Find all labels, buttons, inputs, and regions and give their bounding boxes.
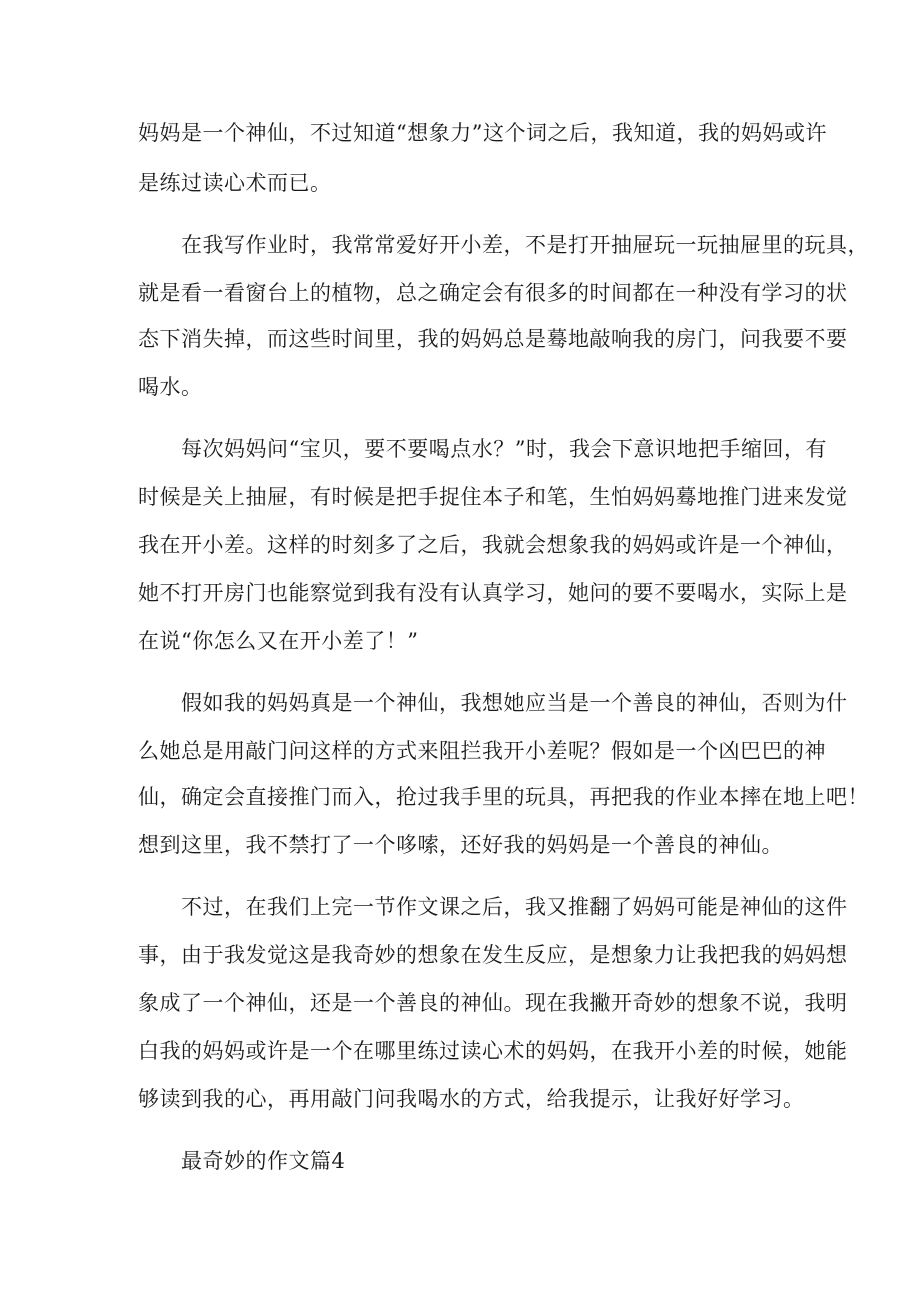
paragraph-4-line-1: 假如我的妈妈真是一个神仙，我想她应当是一个善良的神仙，否则为什 [181, 691, 848, 715]
paragraph-5-line-4: 白我的妈妈或许是一个在哪里练过读心术的妈妈，在我开小差的时候，她能 [138, 1039, 848, 1063]
paragraph-3-line-2: 时候是关上抽屉，有时候是把手捉住本子和笔，生怕妈妈蓦地推门进来发觉 [138, 485, 848, 509]
paragraph-3-line-1: 每次妈妈问“宝贝，要不要喝点水？”时，我会下意识地把手缩回，有 [181, 437, 827, 461]
paragraph-2-line-3: 态下消失掉，而这些时间里，我的妈妈总是蓦地敲响我的房门，问我要不要 [138, 327, 848, 351]
paragraph-5-line-1: 不过，在我们上完一节作文课之后，我又推翻了妈妈可能是神仙的这件 [181, 895, 848, 919]
paragraph-4-line-3: 仙，确定会直接推门而入，抢过我手里的玩具，再把我的作业本摔在地上吧！ [138, 785, 869, 809]
paragraph-5-line-2: 事，由于我发觉这是我奇妙的想象在发生反应，是想象力让我把我的妈妈想 [138, 943, 848, 967]
paragraph-3-line-4: 她不打开房门也能察觉到我有没有认真学习，她问的要不要喝水，实际上是 [138, 581, 848, 605]
paragraph-4-line-2: 么她总是用敲门问这样的方式来阻拦我开小差呢？假如是一个凶巴巴的神 [138, 739, 826, 763]
paragraph-2-line-2: 就是看一看窗台上的植物，总之确定会有很多的时间都在一种没有学习的状 [138, 281, 848, 305]
paragraph-4-line-4: 想到这里，我不禁打了一个哆嗦，还好我的妈妈是一个善良的神仙。 [138, 833, 783, 857]
paragraph-2-line-1: 在我写作业时，我常常爱好开小差，不是打开抽屉玩一玩抽屉里的玩具， [181, 233, 869, 257]
paragraph-1-line-1: 妈妈是一个神仙，不过知道“想象力”这个词之后，我知道，我的妈妈或许 [138, 121, 827, 145]
paragraph-5-line-5: 够读到我的心，再用敲门问我喝水的方式，给我提示，让我好好学习。 [138, 1087, 805, 1111]
paragraph-2-line-4: 喝水。 [138, 375, 203, 399]
paragraph-5-line-3: 象成了一个神仙，还是一个善良的神仙。现在我撇开奇妙的想象不说，我明 [138, 991, 848, 1015]
paragraph-3-line-3: 我在开小差。这样的时刻多了之后，我就会想象我的妈妈或许是一个神仙， [138, 533, 848, 557]
paragraph-1-line-2: 是练过读心术而已。 [138, 171, 332, 195]
paragraph-3-line-5: 在说“你怎么又在开小差了！” [138, 629, 419, 653]
section-heading: 最奇妙的作文篇4 [181, 1149, 346, 1173]
